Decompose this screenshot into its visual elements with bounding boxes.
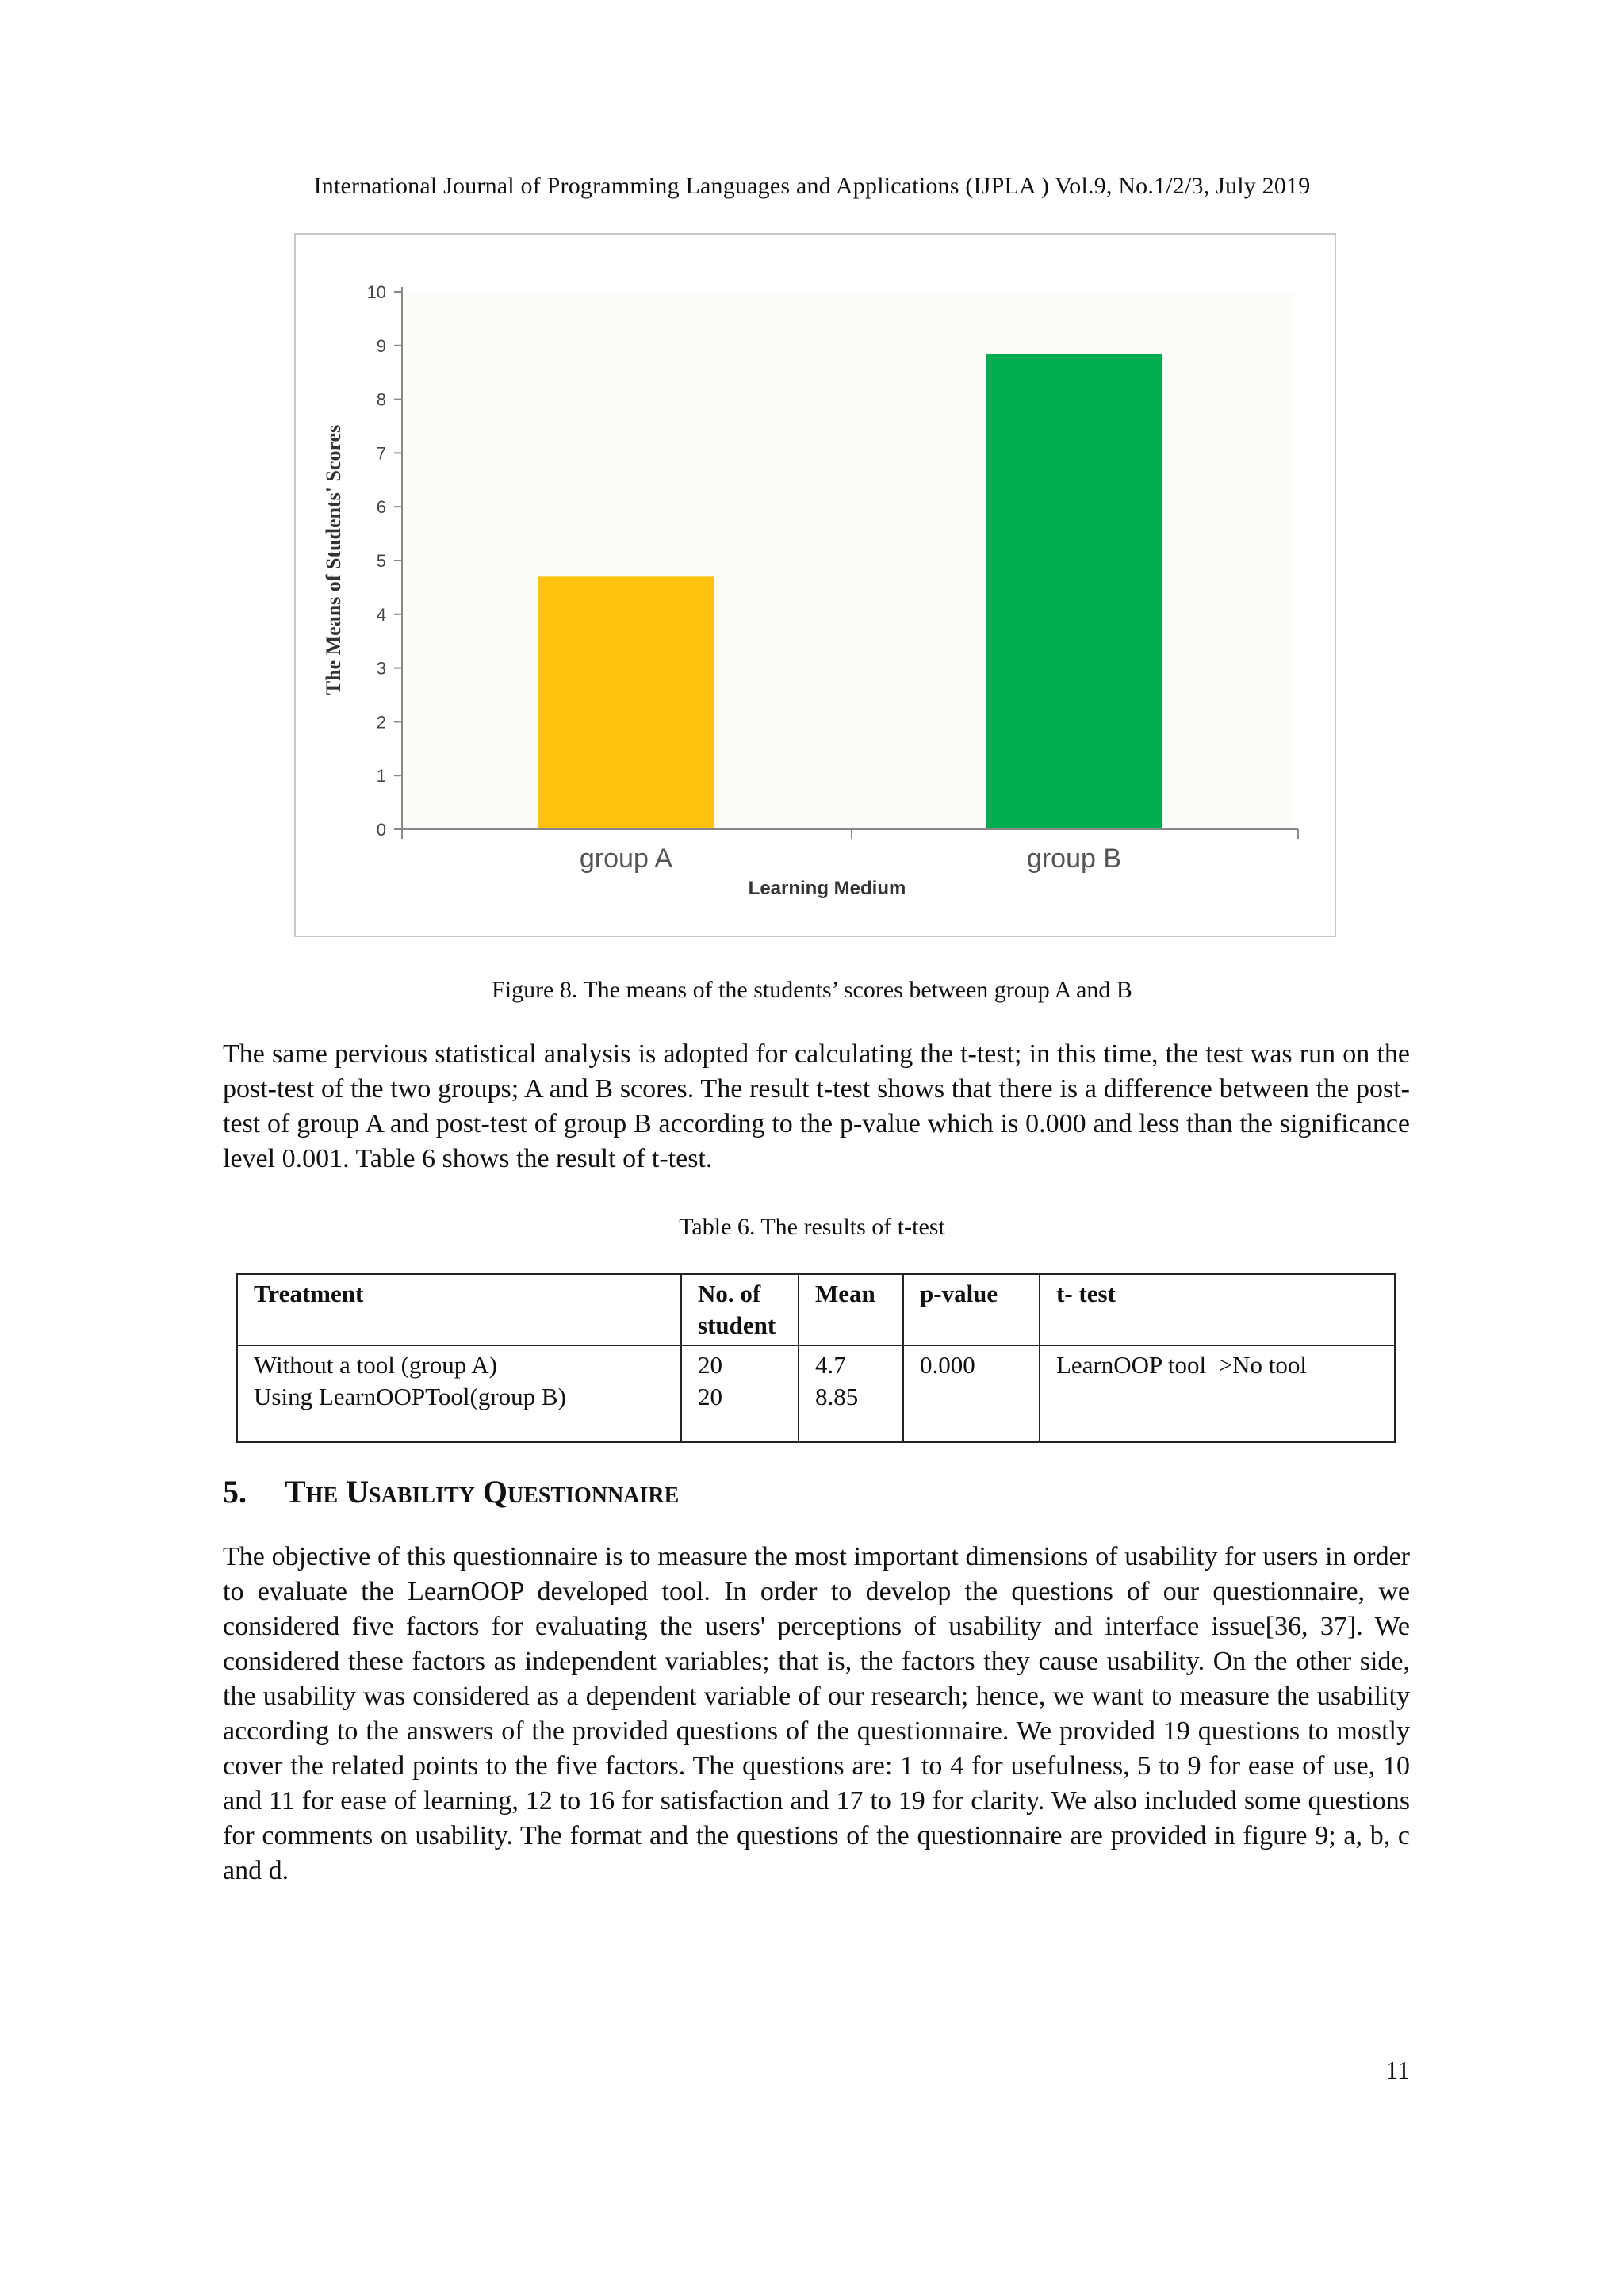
- header-t-test: t- test: [1040, 1274, 1395, 1345]
- figure-caption: Figure 8. The means of the students’ scores between group A and B: [492, 977, 1132, 1003]
- x-axis-category-labels: [580, 844, 1121, 874]
- header-no-of-student: [681, 1274, 799, 1345]
- journal-header: International Journal of Programming Languages and Applications (IJPLA ) Vol.9, No.1/2/3, July 2019: [313, 173, 1311, 199]
- y-tick-label: 6: [376, 497, 386, 518]
- header-no-of-student-line1: No. of: [698, 1280, 761, 1307]
- mean-group-a: 4.7: [815, 1351, 846, 1379]
- y-axis-ticks: [367, 282, 402, 840]
- y-tick-label: 1: [376, 766, 386, 786]
- treatment-group-a: Without a tool (group A): [254, 1351, 497, 1379]
- mean-group-b: 8.85: [815, 1383, 859, 1410]
- header-no-of-student-line2: student: [698, 1311, 776, 1339]
- students-group-a: 20: [698, 1351, 722, 1379]
- cell-t-test: LearnOOP tool >No tool: [1040, 1345, 1395, 1442]
- header-treatment: Treatment: [237, 1274, 681, 1345]
- bar-group-a: [538, 576, 714, 829]
- bar-group-b: [986, 354, 1162, 829]
- page-number: 11: [1385, 2056, 1410, 2084]
- section-title: The Usability Questionnaire: [285, 1474, 680, 1510]
- students-group-b: 20: [698, 1383, 722, 1410]
- y-tick-label: 9: [376, 335, 386, 356]
- treatment-group-b: Using LearnOOPTool(group B): [254, 1383, 566, 1410]
- table-caption: Table 6. The results of t-test: [679, 1214, 945, 1240]
- y-tick-label: 3: [376, 658, 386, 679]
- ttest-results-table: [236, 1273, 1396, 1443]
- figure-8-frame: [294, 233, 1336, 937]
- section-number: 5.: [223, 1474, 247, 1510]
- paragraph-usability-questionnaire: The objective of this questionnaire is to measure the most important dimensions of usability for users in order to evaluate the LearnOOP developed tool. In order to develop the questions of our questionnaire, we considered five factors for evaluating the users' perceptions of usability and interface issue[36, 37]. We considered these factors as independent variables; that is, the factors they cause usability. On the other side, the usability was considered as a dependent variable of our research; hence, we want to measure the usability according to the answers of the provided questions of the questionnaire. We provided 19 questions to mostly cover the related points to the five factors. The questions are: 1 to 4 for usefulness, 5 to 9 for ease of use, 10 and 11 for ease of learning, 12 to 16 for satisfaction and 17 to 19 for clarity. We also included some questions for comments on usability. The format and the questions of the questionnaire are provided in figure 9; a, b, c and d.: [223, 1542, 1410, 1885]
- header-p-value: p-value: [903, 1274, 1040, 1345]
- x-axis-title: Learning Medium: [748, 878, 906, 899]
- paragraph-ttest-analysis: The same pervious statistical analysis is adopted for calculating the t-test; in this time, the test was run on the post-test of the two groups; A and B scores. The result t-test shows that there is a difference between the post-test of group A and post-test of group B according to the p-value which is 0.000 and less than the significance level 0.001. Table 6 shows the result of t-test.: [223, 1039, 1410, 1173]
- y-tick-label: 8: [376, 389, 386, 410]
- cell-students: [681, 1345, 799, 1442]
- x-category-label: group B: [1026, 844, 1122, 874]
- y-tick-label: 2: [376, 712, 386, 733]
- y-tick-label: 4: [376, 604, 386, 625]
- cell-mean: [799, 1345, 903, 1442]
- cell-treatment: [237, 1345, 681, 1442]
- y-tick-label: 7: [376, 443, 386, 464]
- section-heading: [223, 1473, 679, 1510]
- bar-chart: [296, 235, 1335, 936]
- header-mean: Mean: [799, 1274, 903, 1345]
- x-category-label: group A: [579, 844, 673, 874]
- y-axis-title: The Means of Students' Scores: [322, 424, 345, 695]
- table-row: [237, 1345, 1395, 1442]
- y-tick-label: 10: [366, 282, 386, 302]
- cell-p-value: 0.000: [903, 1345, 1040, 1442]
- table-header-row: [237, 1274, 1395, 1345]
- y-tick-label: 0: [376, 820, 386, 840]
- y-tick-label: 5: [376, 551, 386, 571]
